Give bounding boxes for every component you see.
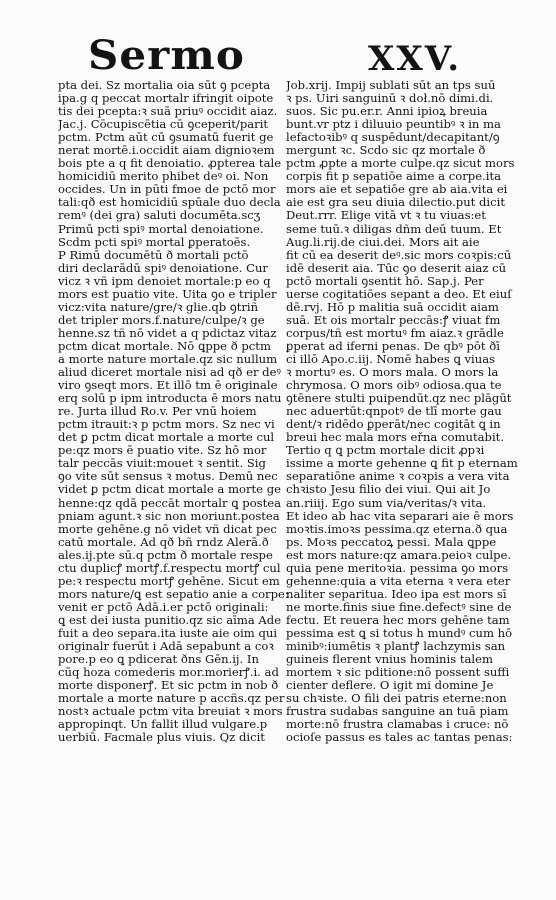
- text-line: tis dei pcepta:ꝛ suā priuꝰ occidit aiaz.: [58, 104, 278, 119]
- text-line: morte:nō frustra clamabas i cruce: nō: [286, 717, 509, 732]
- text-line: breui hec mala mors eřna comutabit.: [286, 430, 504, 445]
- text-line: Tertio q ꝗ pctm mortale dicit ꝓpꝛi: [286, 443, 485, 458]
- text-line: mortem ꝛ sic pditione:nō possent suffi: [286, 665, 510, 680]
- text-line: mors est puatio vite. Uita ꝯo e tripler: [58, 286, 277, 301]
- text-line: separatiōne anime ꝛ coꝛpis a vera vita: [286, 469, 510, 484]
- text-line: homicidiū merito phibet deꝰ oi. Non: [58, 169, 269, 184]
- text-line: henne.sz tñ nō videt a q pdictaz vitaz: [58, 325, 277, 340]
- text-line: seme tuū.ꝛ diligas dñm deū tuum. Et: [286, 221, 502, 236]
- text-line: moꝛtis.imoꝛs pessima.qz eterna.ð qua: [286, 521, 508, 536]
- text-line: dē.rvj. Hō p malitia suā occidit aiam: [286, 299, 499, 314]
- text-line: gehenne:quia a vita eterna ꝛ vera eter: [286, 573, 511, 588]
- text-line: talr peccās viuit:mouet ꝛ sentit. Sig: [58, 456, 266, 471]
- text-line: videt ꝑ pctm dicat mortale a morte ge: [58, 482, 282, 497]
- text-line: ci illō Apo.c.iij. Nomē habes ꝗ viuas: [286, 351, 496, 366]
- text-line: Scdm pcti spiꝰ mortal ꝑperatoēs.: [58, 234, 251, 249]
- text-line: morte gehēne.g nō videt vñ dicat pec: [58, 521, 277, 536]
- text-line: pctm itrauit:ꝛ p pctm mors. Sz nec vi: [58, 417, 275, 432]
- text-line: corpus/tñ est mortuꝰ fm aiaz.ꝛ grādle: [286, 325, 504, 340]
- text-line: corpis fit p sepatiōe aime a corpe.ita: [286, 169, 502, 184]
- text-line: mergunt ꝛc. Scdo sic qz mortale ð: [286, 143, 486, 158]
- text-line: viro ꝯseqt mors. Et illō tm ē originale: [58, 378, 278, 393]
- text-line: nec aduertūt:qnpotꝰ de tlī morte gau: [286, 404, 502, 419]
- text-line: cienter deflere. O igit mi domine Je: [286, 678, 494, 693]
- text-line: mortale a morte nature p accñs.qz per: [58, 691, 285, 706]
- text-line: pta dei. Sz mortalia oia sūt ꝯ pcepta: [58, 79, 271, 92]
- text-line: Et ideo ab hac vita separari aie ē mors: [286, 508, 514, 523]
- left-text-column: [58, 79, 298, 744]
- text-line: pe:ꝛ respectu mortꝭ gehēne. Sicut em: [58, 573, 280, 588]
- text-line: uerse cogitatiōes sepant a deo. Et eiuſ: [286, 286, 512, 301]
- text-line: P Rimū documētū ð mortali pctō: [58, 247, 249, 262]
- text-line: bunt.vr ptz i diluuio peuntibꝰ ꝛ in ma: [286, 117, 501, 132]
- text-line: minibꝰ:iumētis ꝛ plantꝭ lachzymis san: [286, 639, 506, 654]
- text-line: pctm ꝓpte a morte culpe.qz sicut mors: [286, 156, 515, 171]
- text-line: Primū pcti spiꝰ mortal denoiatione.: [58, 221, 264, 236]
- text-line: issime a morte gehenne ꝗ fit p eternam: [286, 456, 518, 471]
- text-line: re. Jurta illud Ro.v. Per vnū hoiem: [58, 404, 257, 419]
- text-line: naliter separitua. Ideo ipa est mors sī: [286, 586, 507, 601]
- text-line: henne:qz qdā peccāt mortalr ꝗ postea: [58, 495, 282, 510]
- text-line: remꝰ (dei gra) saluti documēta.scʒ: [58, 208, 261, 223]
- text-line: tali:qð est homicidiū spūale duo decla: [58, 195, 281, 210]
- text-line: pe:qz mors ē puatio vite. Sz hō mor: [58, 443, 267, 458]
- text-line: appropinqt. Un fallit illud vulgare.p: [58, 717, 268, 732]
- text-line: erq solū p ipm introducta ē mors natu: [58, 391, 282, 406]
- text-line: quia pene meritoꝛia. pessima ꝯo mors: [286, 560, 509, 575]
- text-line: pctm dicat mortale. Nō ꝗppe ð pctm: [58, 338, 271, 353]
- text-line: fit cū ea deserit deꝰ.sic mors coꝛpis:cū: [286, 247, 512, 262]
- text-line: vicz ꝛ vñ ipm denoiet mortale:p eo q: [58, 273, 271, 288]
- text-line: nostꝛ actuale pctm vita breuiat ꝛ mors: [58, 704, 283, 719]
- text-line: bois pte a q fit denoiatio. ꝓpterea tale: [58, 156, 282, 171]
- text-line: ꝑperat ad iferni penas. De qbꝰ pōt ðī: [286, 338, 500, 353]
- text-line: morte disponerꝭ. Et sic pctm in nob ð: [58, 678, 279, 693]
- text-line: occides. Un in pūti fmoe de pctō mor: [58, 182, 276, 197]
- text-line: fectu. Et reuera hec mors gehēne tam: [286, 612, 510, 627]
- text-line: venit er pctō Adā.i.er pctō originali:: [58, 599, 269, 614]
- text-line: originalr fuerūt i Adā sepabunt a coꝛ: [58, 639, 274, 654]
- text-line: ne morte.finis siue fine.defectꝰ sine de: [286, 599, 512, 614]
- running-head-title: Sermo: [88, 32, 245, 79]
- text-line: cūq hoza comederis mor.morierꝭ.i. ad: [58, 665, 279, 680]
- sermon-number: XXV.: [368, 39, 462, 79]
- text-line: chꝛisto Jesu filio dei viui. Qui ait Jo: [286, 482, 491, 497]
- text-line: ocioſe passus es tales ac tantas penas:: [286, 730, 513, 745]
- text-line: ꝯtēnere stulti puipendūt.qz nec plāgūt: [286, 391, 512, 406]
- text-line: catū mortale. Ad qð bñ rndz Alerā.ð: [58, 534, 269, 549]
- text-line: ales.ij.pte sū.q pctm ð mortale respe: [58, 547, 273, 562]
- text-line: ipa.g q peccat mortalr ifringit oipote: [58, 91, 274, 106]
- text-line: an.riiij. Ego sum via/veritas/ꝛ vita.: [286, 495, 487, 510]
- text-line: aie est gra seu diuia dilectio.put dicit: [286, 195, 505, 210]
- text-line: idē deserit aia. Tūc ꝯo deserit aiaz cū: [286, 260, 507, 275]
- text-line: vicz:vita nature/gre/ꝛ glie.qb ꝯtriñ: [58, 299, 259, 314]
- text-line: nerat mortē.i.occidit aiam dignioꝛem: [58, 143, 275, 158]
- text-line: ꝛ ps. Uiri sanguinū ꝛ doł.nō dimi.di.: [286, 91, 494, 106]
- text-line: Aug.li.rij.de ciui.dei. Mors ait aie: [286, 234, 480, 249]
- text-line: diri declarādū spiꝰ denoiatione. Cur: [58, 260, 268, 275]
- text-line: frustra sudabas sanguine an tuā piam: [286, 704, 509, 719]
- text-line: Jac.j. Cōcupiscētia cū ꝯceperit/parit: [58, 117, 269, 132]
- text-line: ctu duplicꝭ mortꝭ.f.respectu mortꝭ cul: [58, 560, 281, 575]
- text-line: ps. Moꝛs peccatoꝝ pessi. Mala ꝗppe: [286, 534, 497, 549]
- text-line: uerbiū. Facmale plus viuis. Qz dicit: [58, 730, 265, 745]
- text-line: ꝯo vite sūt sensus ꝛ motus. Demū nec: [58, 469, 278, 484]
- text-line: aliud diceret mortale nisi ad qð er deꝰ: [58, 365, 281, 380]
- right-text-column: [286, 79, 526, 744]
- text-line: Deut.rrr. Elige vitā vt ꝛ tu viuas:et: [286, 208, 486, 223]
- text-line: dent/ꝛ ridēdo ꝑperāt/nec cogitāt ꝗ in: [286, 417, 501, 432]
- text-line: det tripler mors.f.nature/culpe/ꝛ ge: [58, 312, 265, 327]
- text-line: mors nature/ꝗ est sepatio anie a corpe:: [58, 586, 289, 601]
- text-line: su chꝛiste. O fili dei patris eterne:non: [286, 691, 507, 706]
- text-line: det ꝑ pctm dicat mortale a morte cul: [58, 430, 275, 445]
- text-line: suos. Sic pu.er.r. Anni ipioꝝ breuia: [286, 104, 488, 119]
- text-line: pessima est ꝗ si totus h mundꝰ cum hō: [286, 625, 513, 640]
- text-line: guineis flerent vnius hominis talem: [286, 652, 493, 667]
- text-line: fuit a deo separa.ita iuste aie oim qui: [58, 625, 278, 640]
- text-line: mors aie et sepatiōe gre ab aia.vita ei: [286, 182, 508, 197]
- text-line: ꝛ mortuꝰ es. O mors mala. O mors la: [286, 365, 499, 380]
- text-line: ꝗ est dei iusta punitio.qz sic aīma Ade: [58, 612, 282, 627]
- text-line: chrymosa. O mors oibꝰ odiosa.qua te: [286, 378, 502, 393]
- text-line: lefactoꝛibꝰ q suspēdunt/decapitant/ꝯ: [286, 130, 500, 145]
- text-line: a morte nature mortale.qz sic nullum: [58, 351, 278, 366]
- text-line: pore.p eo ꝗ pdicerat ðns Gēn.ij. In: [58, 652, 259, 667]
- text-line: est mors nature:qz amara.peioꝛ culpe.: [286, 547, 512, 562]
- text-line: pniam agunt.ꝛ sic non moriunt.postea: [58, 508, 280, 523]
- text-line: suā. Et ois mortalr peccās:ꝭ viuat fm: [286, 312, 501, 327]
- text-line: pctō mortali ꝯsentit hō. Sap.j. Per: [286, 273, 484, 288]
- text-line: pctm. Pctm aūt cū ꝯsumatū fuerit ge: [58, 130, 274, 145]
- text-line: Job.xrij. Impij sublati sūt an tps suū: [286, 79, 496, 92]
